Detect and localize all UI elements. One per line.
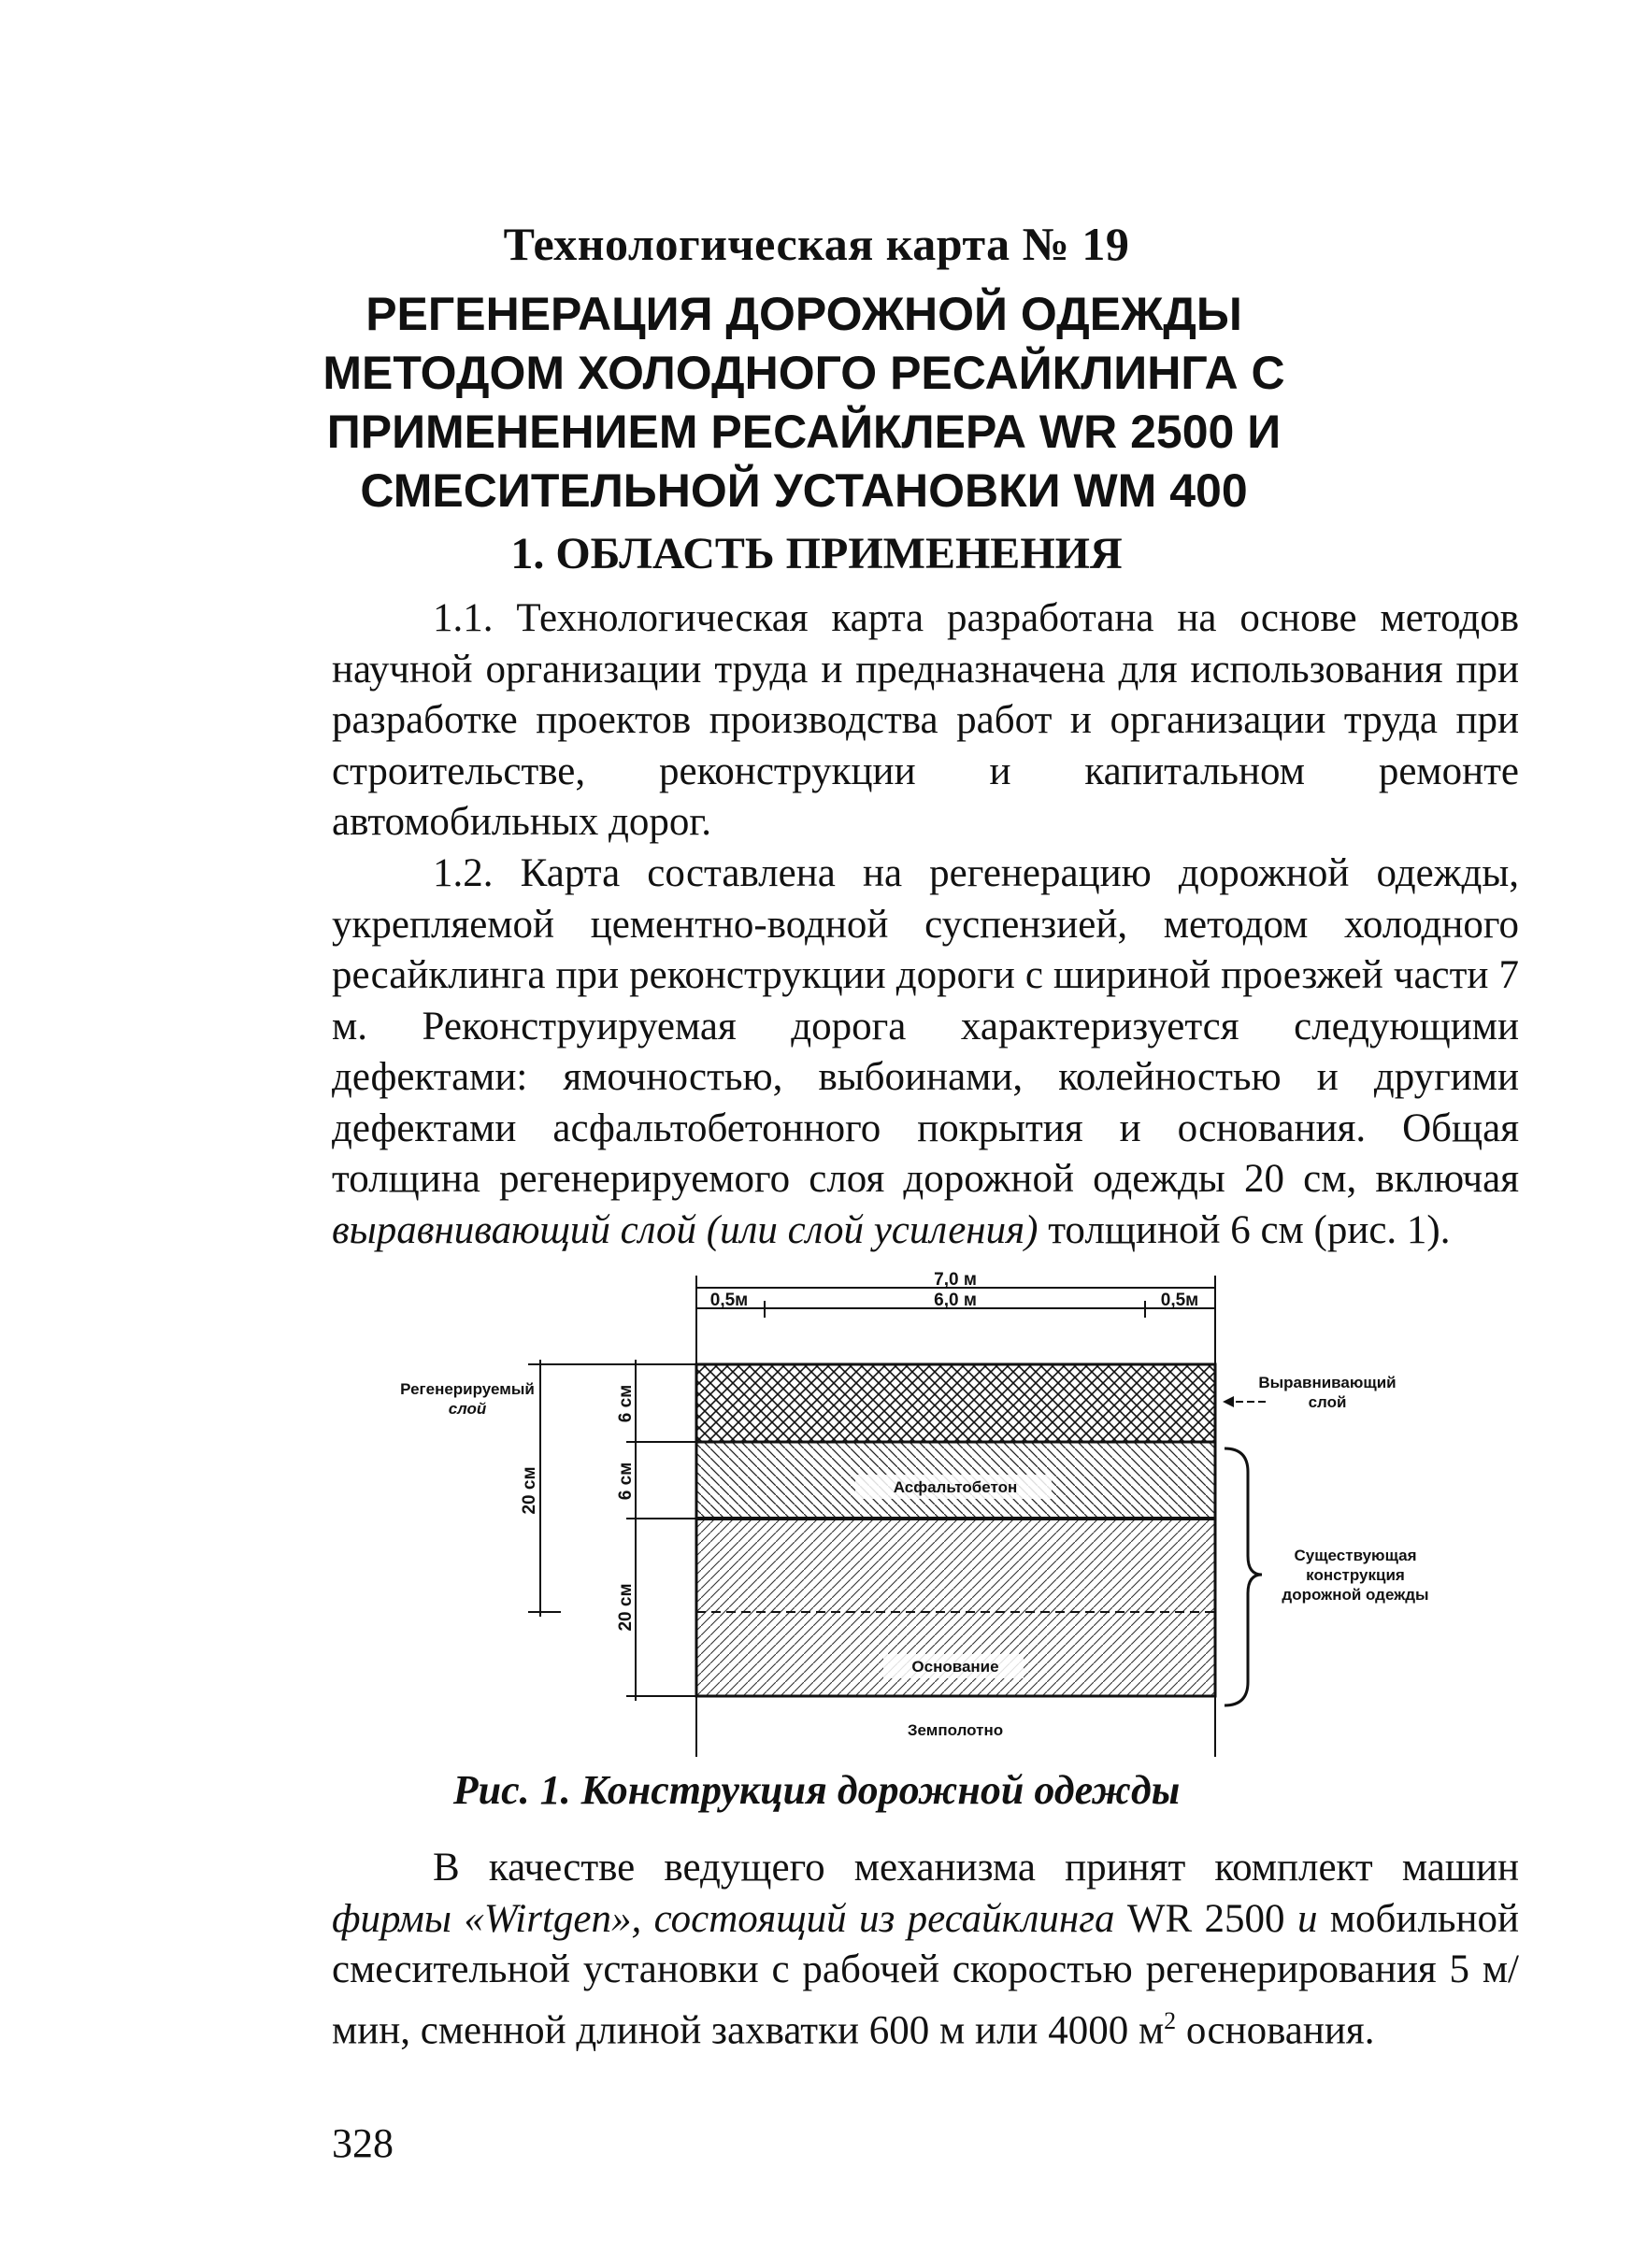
paragraph-machines-end: мобильной смесительной установки с рабочей скоростью регенерирования 5 м/мин, сменной длиной захватки 600 м или 4000 м: [332, 1896, 1520, 2052]
label-regen-layer-1: Регенерируемый: [400, 1380, 535, 1398]
label-leveling-1: Выравнивающий: [1258, 1374, 1397, 1391]
road-structure-diagram: [374, 1271, 1496, 1757]
page-number: 328: [332, 2120, 394, 2166]
paragraph-1-2-italic: выравнивающий слой (или слой усиления): [332, 1207, 1039, 1252]
dim-20cm-regen: 20 см: [520, 1466, 539, 1515]
label-subgrade: Земполотно: [907, 1721, 1004, 1739]
paragraph-1-2: [332, 849, 1519, 1256]
paragraph-machines-tail: основания.: [1185, 2007, 1375, 2052]
dim-left-width: 0,5м: [709, 1291, 749, 1310]
main-title: РЕГЕНЕРАЦИЯ ДОРОЖНОЙ ОДЕЖДЫ МЕТОДОМ ХОЛОДНОГО РЕСАЙКЛИНГА С ПРИМЕНЕНИЕМ РЕСАЙКЛЕРА WR 2500 И СМЕСИТЕЛЬНОЙ УСТАНОВКИ WM 400: [322, 288, 1285, 517]
dim-6cm-mid: 6 см: [616, 1462, 636, 1501]
depth-dimensions: [528, 1360, 696, 1701]
paragraph-1-1: 1.1. Технологическая карта разработана на основе методов научной организации труда и предназначена для использования при разработке проектов производства работ и организации труда при строительстве, реконструкции и капитальном ремонте автомобильных дорог.: [332, 596, 1519, 844]
label-existing-1: Существующая: [1294, 1547, 1417, 1564]
dim-20cm-base: 20 см: [616, 1583, 636, 1632]
existing-structure-brace: [1225, 1448, 1262, 1705]
paragraph-1-2-text: 1.2. Карта составлена на регенерацию дорожной одежды, укрепляемой цементно-водной суспензией, методом холодного ресайклинга при реконструкции дороги с шириной проезжей части 7 м. Реконструируемая дорога характеризуется следующими дефектами: ямочностью, выбоинами, колейностью и другими дефектами асфальтобетонного покрытия и основания. Общая толщина регенерируемого слоя дорожной одежды 20 см, включая: [332, 851, 1519, 1201]
paragraph-machines-sup: 2: [1164, 2006, 1177, 2034]
card-title: Технологическая карта № 19: [503, 218, 1130, 270]
paragraph-machines-italic: фирмы «Wirtgen», состоящий из ресайклинга: [332, 1896, 1115, 1941]
label-existing-2: конструкция: [1306, 1566, 1405, 1584]
paragraph-1-2-end: толщиной 6 см (рис. 1).: [1048, 1207, 1451, 1252]
label-leveling-2: слой: [1308, 1393, 1347, 1411]
label-base: Основание: [911, 1658, 999, 1676]
paragraph-machines: [332, 1843, 1519, 2056]
paragraph-machines-italic-2: и: [1296, 1896, 1318, 1941]
dim-mid-width: 6,0 м: [934, 1291, 977, 1310]
label-existing-3: дорожной одежды: [1282, 1586, 1429, 1604]
leveling-layer: [696, 1364, 1215, 1442]
dim-right-width: 0,5м: [1160, 1291, 1199, 1310]
figure-caption: Рис. 1. Конструкция дорожной одежды: [452, 1767, 1181, 1813]
paragraph-machines-model: WR 2500: [1126, 1896, 1285, 1941]
section-title: 1. ОБЛАСТЬ ПРИМЕНЕНИЯ: [510, 529, 1123, 578]
dim-total-width: 7,0 м: [934, 1271, 977, 1290]
paragraph-machines-start: В качестве ведущего механизма принят комплект машин: [433, 1846, 1519, 1890]
label-regen-layer-2: слой: [448, 1400, 487, 1418]
dim-6cm-top: 6 см: [616, 1384, 636, 1423]
label-asphalt: Асфальтобетон: [893, 1478, 1018, 1496]
